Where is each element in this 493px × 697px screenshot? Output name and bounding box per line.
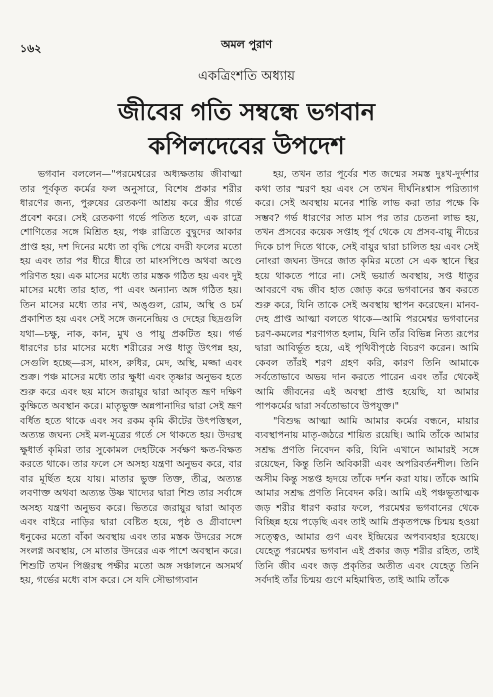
chapter-title [0, 95, 493, 163]
title-line-2: কপিলদেবের উপদেশ [148, 131, 345, 160]
paragraph: ভগবান বললেন—"পরমেশ্বরের অধ্যক্ষতায় জীবাত্মা তার পূর্বকৃত কর্মের ফল অনুসারে, বিশেষ প্রকার শরীর ধারণের জন্য, পুরুষের রেতকণা আশ্রয় করে স্ত্রীর গর্ভে প্রবেশ করে। সেই রেতকণা গর্ভে পতিত হলে, এক রাত্রে শোণিতের সঙ্গে মিশ্রিত হয়, পঞ্চ রাত্রিতে বুদ্বুদের আকার প্রাপ্ত হয়, দশ দিনের মধ্যে তা বৃদ্ধি পেয়ে বদরী ফলের মতো হয় এবং তার পর ধীরে ধীরে তা মাংসপিণ্ডে অথবা অণ্ডে পরিণত হয়। এক মাসের মধ্যে তার মস্তক গঠিত হয় এবং দুই মাসের মধ্যে তার হাত, পা এবং অন্যান্য অঙ্গ গঠিত হয়। তিন মাসের মধ্যে তার নখ, অঙ্গুল, রোম, অস্থি ও চর্ম প্রকাশিত হয় এবং সেই সঙ্গে জননেন্দ্রিয় ও দেহের ছিদ্রগুলি যথা—চক্ষু, নাক, কান, মুখ ও পায়ু প্রকটিত হয়। গর্ভ ধারণের চার মাসের মধ্যে শরীরের সপ্ত ধাতু উৎপন্ন হয়, সেগুলি হচ্ছে—রস, মাংস, রুধির, মেদ, অস্থি, মজ্জা এবং শুক্র। পঞ্চ মাসের মধ্যে তার ক্ষুধা এবং তৃষ্ণার অনুভব হতে শুরু করে এবং ছয় মাসে জরায়ুর দ্বারা আবৃত ভ্রূণ দক্ষিণ কুক্ষিতে অবস্থান করে। মাতৃভুক্ত অন্নপানাদির দ্বারা সেই ভ্রূণ বর্ধিত হতে থাকে এবং সব রকম কৃমি কীটের উৎপত্তিস্থল, অত্যন্ত জঘন্য সেই মল-মূত্রের গর্তে সে থাকতে হয়। উদরস্থ ক্ষুধার্ত কৃমিরা তার সুকোমল দেহটিকে সর্বক্ষণ ক্ষত-বিক্ষত করতে থাকে। তার ফলে সে অসহ্য যন্ত্রণা অনুভব করে, বার বার মূর্ছিত হয়ে যায়। মাতার ভুক্ত তিক্ত, তীব্র, অত্যন্ত লবণাক্ত অথবা অত্যন্ত উষ্ণ খাদ্যের দ্বারা শিশু তার সর্বাঙ্গে অসহ্য যন্ত্রণা অনুভব করে। ভিতরে জরায়ুর দ্বারা আবৃত এবং বাইরে নাড়ির দ্বারা বেষ্টিত হয়ে, পৃষ্ঠ ও গ্রীবাদেশ ধনুকের মতো বাঁকা অবস্থায় এবং তার মস্তক উদরের সঙ্গে সংলগ্ন অবস্থায়, সে মাতার উদরের এক পাশে অবস্থান করে। শিশুটি তখন পিঞ্জরস্থ পক্ষীর মতো অঙ্গ সঞ্চালনে অসমর্থ হয়, গর্ভের মধ্যে বাস করে। সে যদি সৌভাগ্যবান [20, 169, 242, 586]
paragraph: হয়, তখন তার পূর্বের শত জন্মের সমস্ত দুঃখ-দুর্দশার কথা তার স্মরণ হয় এবং সে তখন দীর্ঘনিঃশ্বাস পরিত্যাগ করে। সেই অবস্থায় মনের শান্তি লাভ করা তার পক্ষে কি সম্ভব? গর্ভ ধারণের সাত মাস পর তার চেতনা লাভ হয়, তখন প্রসবের কয়েক সপ্তাহ পূর্ব থেকে যে প্রসব-বায়ু নীচের দিকে চাপ দিতে থাকে, সেই বায়ুর দ্বারা চালিত হয় এবং সেই নোংরা জঘন্য উদরে জাত কৃমির মতো সে এক স্থানে স্থির হয়ে থাকতে পারে না। সেই ভয়ার্ত অবস্থায়, সপ্ত ধাতুর আবরণে বদ্ধ জীব হাত জোড় করে ভগবানের স্তব করতে শুরু করে, যিনি তাকে সেই অবস্থায় স্থাপন করেছেন। মানব-দেহ প্রাপ্ত আত্মা বলতে থাকে—আমি পরমেশ্বর ভগবানের চরণ-কমলের শরণাগত হলাম, যিনি তাঁর বিভিন্ন নিত্য রূপের দ্বারা আবির্ভূত হয়ে, এই পৃথিবীপৃষ্ঠে বিচরণ করেন। আমি কেবল তাঁরই শরণ গ্রহণ করি, কারণ তিনি আমাকে সর্বতোভাবে অভয় দান করতে পারেন এবং তাঁর থেকেই আমি জীবনের এই অবস্থা প্রাপ্ত হয়েছি, যা আমার পাপকর্মের দ্বারা সর্বতোভাবে উপযুক্ত।" [255, 169, 479, 412]
chapter-heading: একত্রিংশতি অধ্যায় [198, 69, 295, 84]
paragraph: "বিশুদ্ধ আত্মা আমি আমার কর্মের বন্ধনে, মায়ার ব্যবস্থাপনায় মাতৃ-জঠরে শায়িত রয়েছি। আমি তাঁকে আমার সশ্রদ্ধ প্রণতি নিবেদন করি, যিনি এখানে আমারই সঙ্গে রয়েছেন, কিন্তু তিনি অবিকারী এবং অপরিবর্তনশীল। তিনি অসীম কিন্তু সন্তপ্ত হৃদয়ে তাঁকে দর্শন করা যায়। তাঁকে আমি আমার সশ্রদ্ধ প্রণতি নিবেদন করি। আমি এই পঞ্চভূতাত্মক জড় শরীর ধারণ করার ফলে, পরমেশ্বর ভগবানের থেকে বিচ্ছিন্ন হয়ে পড়েছি এবং তাই আমি প্রকৃতপক্ষে চিন্ময় হওয়া সত্ত্বেও, আমার গুণ এবং ইন্দ্রিয়ের অপব্যবহার হয়েছে। যেহেতু পরমেশ্বর ভগবান এই প্রকার জড় শরীর রহিত, তাই তিনি জীব এবং জড় প্রকৃতির অতীত এবং যেহেতু তিনি সর্বদাই তাঁর চিন্ময় গুণে মহিমান্বিত, তাই আমি তাঁকে [255, 415, 479, 586]
running-head: অমল পুরাণ [220, 38, 273, 51]
title-line-1: জীবের গতি সম্বন্ধে ভগবান [117, 97, 376, 126]
left-column [20, 168, 242, 589]
page-number: ১৬২ [20, 42, 42, 55]
right-column [255, 168, 479, 589]
